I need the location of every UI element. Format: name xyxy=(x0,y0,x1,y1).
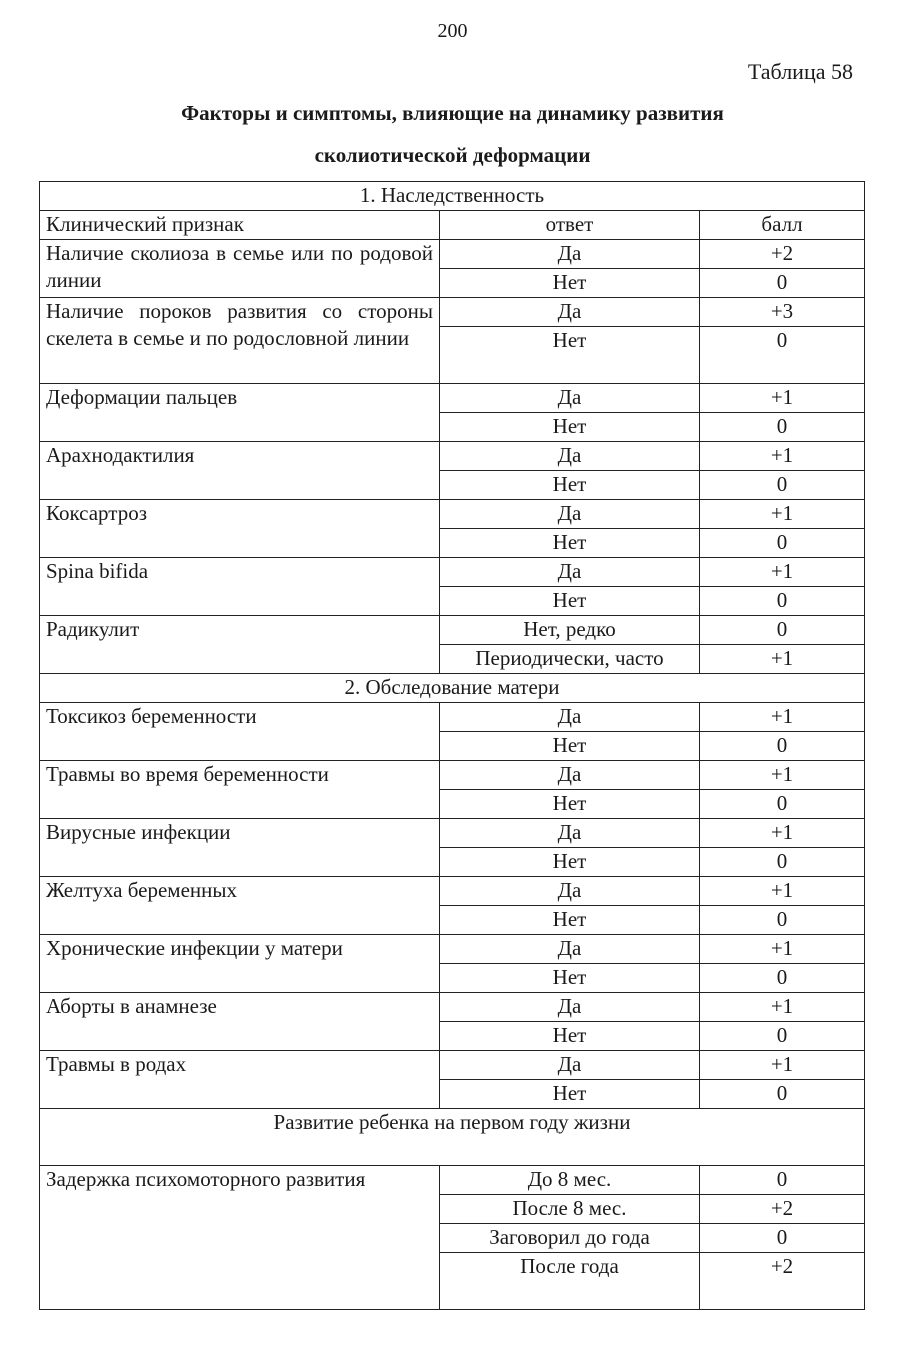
answer-cell: До 8 мес. xyxy=(440,1166,700,1195)
answer-cell: Да xyxy=(440,384,700,413)
answer-cell: Периодически, часто xyxy=(440,645,700,674)
score-cell: +2 xyxy=(700,240,865,269)
clinical-sign: Желтуха беременных xyxy=(40,877,440,935)
score-cell: 0 xyxy=(700,413,865,442)
table-row xyxy=(40,819,865,848)
clinical-sign: Арахнодактилия xyxy=(40,442,440,500)
section-title: Развитие ребенка на первом году жизни xyxy=(40,1109,865,1166)
score-cell: 0 xyxy=(700,790,865,819)
score-cell: 0 xyxy=(700,327,865,384)
table-row xyxy=(40,877,865,906)
section-title: 1. Наследственность xyxy=(40,182,865,211)
score-cell: +1 xyxy=(700,645,865,674)
score-cell: 0 xyxy=(700,1224,865,1253)
clinical-sign: Хронические инфекции у матери xyxy=(40,935,440,993)
table-row xyxy=(40,240,865,269)
score-cell: +2 xyxy=(700,1195,865,1224)
score-cell: +1 xyxy=(700,500,865,529)
answer-cell: Да xyxy=(440,993,700,1022)
table-row xyxy=(40,935,865,964)
table-row xyxy=(40,384,865,413)
answer-cell: Да xyxy=(440,935,700,964)
answer-cell: Нет xyxy=(440,529,700,558)
answer-cell: Нет, редко xyxy=(440,616,700,645)
header-answer: ответ xyxy=(440,211,700,240)
scoring-table xyxy=(39,181,865,1310)
table-row xyxy=(40,298,865,327)
score-cell: +1 xyxy=(700,558,865,587)
clinical-sign: Деформации пальцев xyxy=(40,384,440,442)
score-cell: 0 xyxy=(700,269,865,298)
score-cell: +2 xyxy=(700,1253,865,1282)
answer-cell: Нет xyxy=(440,1080,700,1109)
empty-cell xyxy=(440,1281,700,1310)
answer-cell: После 8 мес. xyxy=(440,1195,700,1224)
answer-cell: Да xyxy=(440,558,700,587)
score-cell: +1 xyxy=(700,442,865,471)
clinical-sign: Наличие сколиоза в семье или по родовой линии xyxy=(40,240,440,298)
score-cell: 0 xyxy=(700,906,865,935)
answer-cell: Нет xyxy=(440,413,700,442)
answer-cell: Да xyxy=(440,1051,700,1080)
clinical-sign: Травмы во время беременности xyxy=(40,761,440,819)
score-cell: 0 xyxy=(700,471,865,500)
table-row xyxy=(40,442,865,471)
score-cell: +1 xyxy=(700,761,865,790)
answer-cell: Нет xyxy=(440,269,700,298)
score-cell: 0 xyxy=(700,1022,865,1051)
answer-cell: Нет xyxy=(440,848,700,877)
table-label: Таблица 58 xyxy=(747,59,853,84)
score-cell: 0 xyxy=(700,529,865,558)
answer-cell: Заговорил до года xyxy=(440,1224,700,1253)
table-row xyxy=(40,703,865,732)
table-title-line-2: сколиотической деформации xyxy=(314,143,591,167)
score-cell: 0 xyxy=(700,848,865,877)
header-score: балл xyxy=(700,211,865,240)
score-cell: 0 xyxy=(700,1080,865,1109)
clinical-sign: Вирусные инфекции xyxy=(40,819,440,877)
score-cell: +1 xyxy=(700,1051,865,1080)
score-cell: 0 xyxy=(700,587,865,616)
answer-cell: Нет xyxy=(440,790,700,819)
clinical-sign: Радикулит xyxy=(40,616,440,674)
answer-cell: Да xyxy=(440,703,700,732)
answer-cell: Нет xyxy=(440,964,700,993)
table-header-row xyxy=(40,211,865,240)
table-row xyxy=(40,1166,865,1195)
score-cell: +1 xyxy=(700,384,865,413)
answer-cell: После года xyxy=(440,1253,700,1282)
answer-cell: Нет xyxy=(440,906,700,935)
answer-cell: Да xyxy=(440,298,700,327)
table-row xyxy=(40,761,865,790)
section-title: 2. Обследование матери xyxy=(40,674,865,703)
clinical-sign: Spina bifida xyxy=(40,558,440,616)
answer-cell: Да xyxy=(440,442,700,471)
empty-cell xyxy=(700,1281,865,1310)
score-cell: 0 xyxy=(700,616,865,645)
answer-cell: Да xyxy=(440,500,700,529)
clinical-sign: Аборты в анамнезе xyxy=(40,993,440,1051)
table-row xyxy=(40,616,865,645)
answer-cell: Да xyxy=(440,240,700,269)
score-cell: +1 xyxy=(700,703,865,732)
answer-cell: Да xyxy=(440,877,700,906)
score-cell: 0 xyxy=(700,732,865,761)
score-cell: +1 xyxy=(700,993,865,1022)
answer-cell: Да xyxy=(440,819,700,848)
score-cell: +1 xyxy=(700,819,865,848)
answer-cell: Нет xyxy=(440,1022,700,1051)
score-cell: +1 xyxy=(700,877,865,906)
clinical-sign: Задержка психомоторного развития xyxy=(40,1166,440,1310)
answer-cell: Нет xyxy=(440,732,700,761)
answer-cell: Нет xyxy=(440,587,700,616)
clinical-sign: Травмы в родах xyxy=(40,1051,440,1109)
answer-cell: Да xyxy=(440,761,700,790)
clinical-sign: Коксартроз xyxy=(40,500,440,558)
score-cell: 0 xyxy=(700,1166,865,1195)
table-row xyxy=(40,558,865,587)
score-cell: +3 xyxy=(700,298,865,327)
page-number: 200 xyxy=(437,20,468,42)
answer-cell: Нет xyxy=(440,471,700,500)
table-row xyxy=(40,1051,865,1080)
score-cell: +1 xyxy=(700,935,865,964)
clinical-sign: Токсикоз беременности xyxy=(40,703,440,761)
clinical-sign: Наличие пороков развития со стороны скелета в семье и по родословной линии xyxy=(40,298,440,384)
table-title-line-1: Факторы и симптомы, влияющие на динамику развития xyxy=(181,101,724,125)
score-cell: 0 xyxy=(700,964,865,993)
answer-cell: Нет xyxy=(440,327,700,384)
table-row xyxy=(40,993,865,1022)
header-sign: Клинический признак xyxy=(40,211,440,240)
table-row xyxy=(40,500,865,529)
